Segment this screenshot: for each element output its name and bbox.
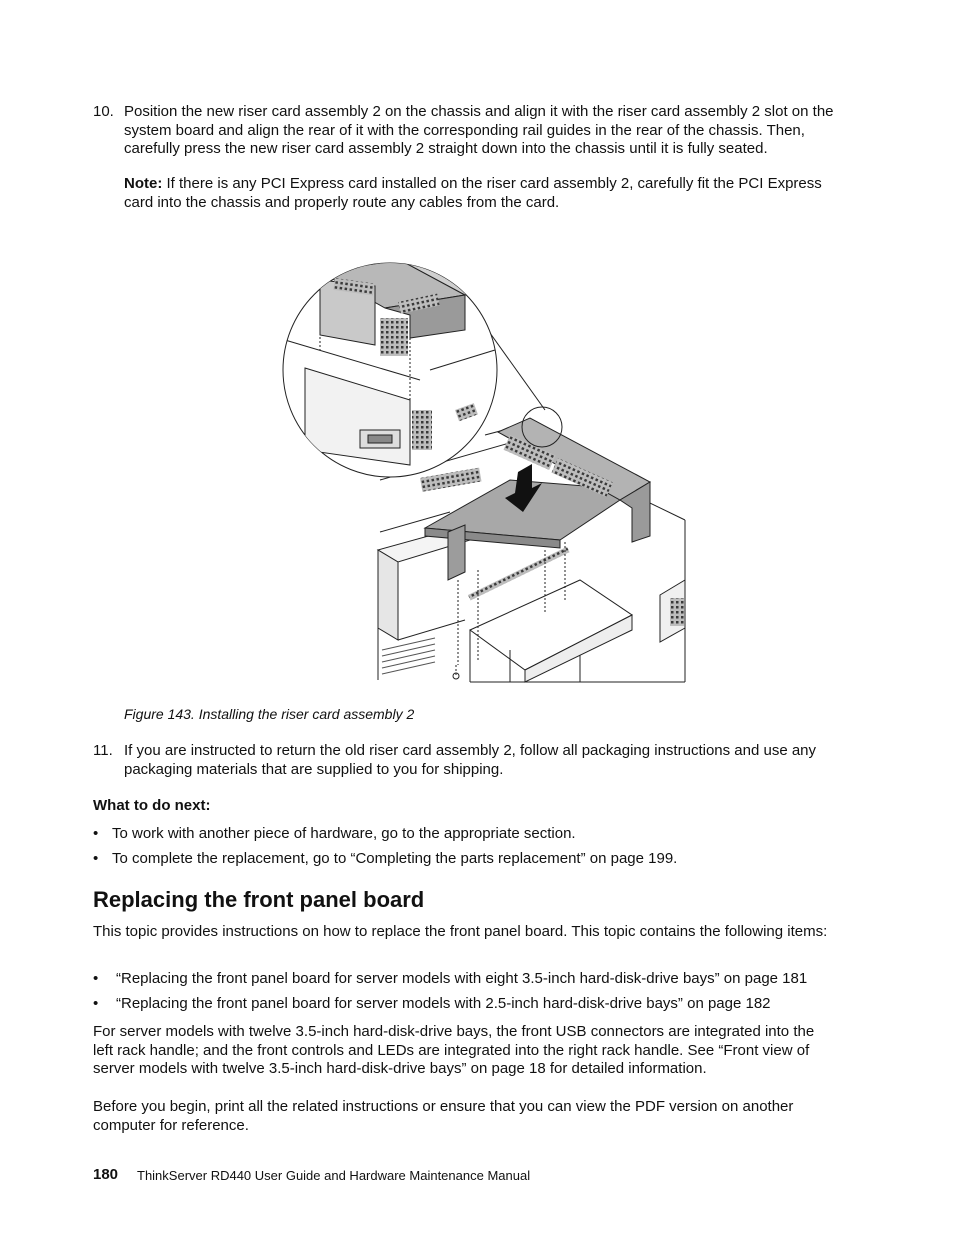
bullet-icon: • — [93, 995, 99, 1012]
riser-card-figure — [280, 250, 690, 690]
list-item: To work with another piece of hardware, go to the appropriate section. — [112, 825, 576, 842]
list-item: To complete the replacement, go to “Completing the parts replacement” on page 199. — [112, 850, 678, 867]
step-number: 10. — [93, 103, 114, 120]
bullet-icon: • — [93, 825, 99, 842]
step-number: 11. — [93, 742, 113, 759]
figure-caption: Figure 143. Installing the riser card assembly 2 — [124, 706, 415, 722]
bullet-icon: • — [93, 850, 99, 867]
what-to-do-next-heading: What to do next: — [93, 797, 211, 814]
bullet-icon: • — [93, 970, 99, 987]
note — [124, 175, 849, 212]
page-number: 180 — [93, 1166, 119, 1183]
note-text: If there is any PCI Express card installed on the riser card assembly 2, carefully fit the PCI Express card into the chassis and properly route any cables from the card. — [124, 175, 822, 211]
list-item: “Replacing the front panel board for server models with 2.5-inch hard-disk-drive bays” on page 182 — [116, 995, 771, 1012]
section-paragraph: For server models with twelve 3.5-inch hard-disk-drive bays, the front USB connectors are integrated into the left rack handle; and the front controls and LEDs are integrated into the right rack handle. See “Front view of server models with twelve 3.5-inch hard-disk-drive bays” on page 18 for detailed information. — [93, 1023, 815, 1077]
section-paragraph: Before you begin, print all the related instructions or ensure that you can view the PDF version on another computer for reference. — [93, 1098, 794, 1134]
step-text: If you are instructed to return the old riser card assembly 2, follow all packaging instructions and use any packaging materials that are supplied to you for shipping. — [124, 742, 817, 778]
riser-card-illustration — [280, 250, 690, 690]
section-intro: This topic provides instructions on how to replace the front panel board. This topic contains the following items: — [93, 923, 828, 940]
section-title: Replacing the front panel board — [93, 887, 425, 912]
step-text: Position the new riser card assembly 2 on the chassis and align it with the riser card assembly 2 slot on the system board and align the rear of it with the corresponding rail guides in the rear of the chassis. Then, carefully press the new riser card assembly 2 straight down into the chassis until it is fully seated. — [124, 103, 834, 157]
list-item: “Replacing the front panel board for server models with eight 3.5-inch hard-disk-drive bays” on page 181 — [116, 970, 808, 987]
footer-title: ThinkServer RD440 User Guide and Hardware Maintenance Manual — [137, 1168, 531, 1183]
note-label: Note: — [124, 175, 163, 192]
